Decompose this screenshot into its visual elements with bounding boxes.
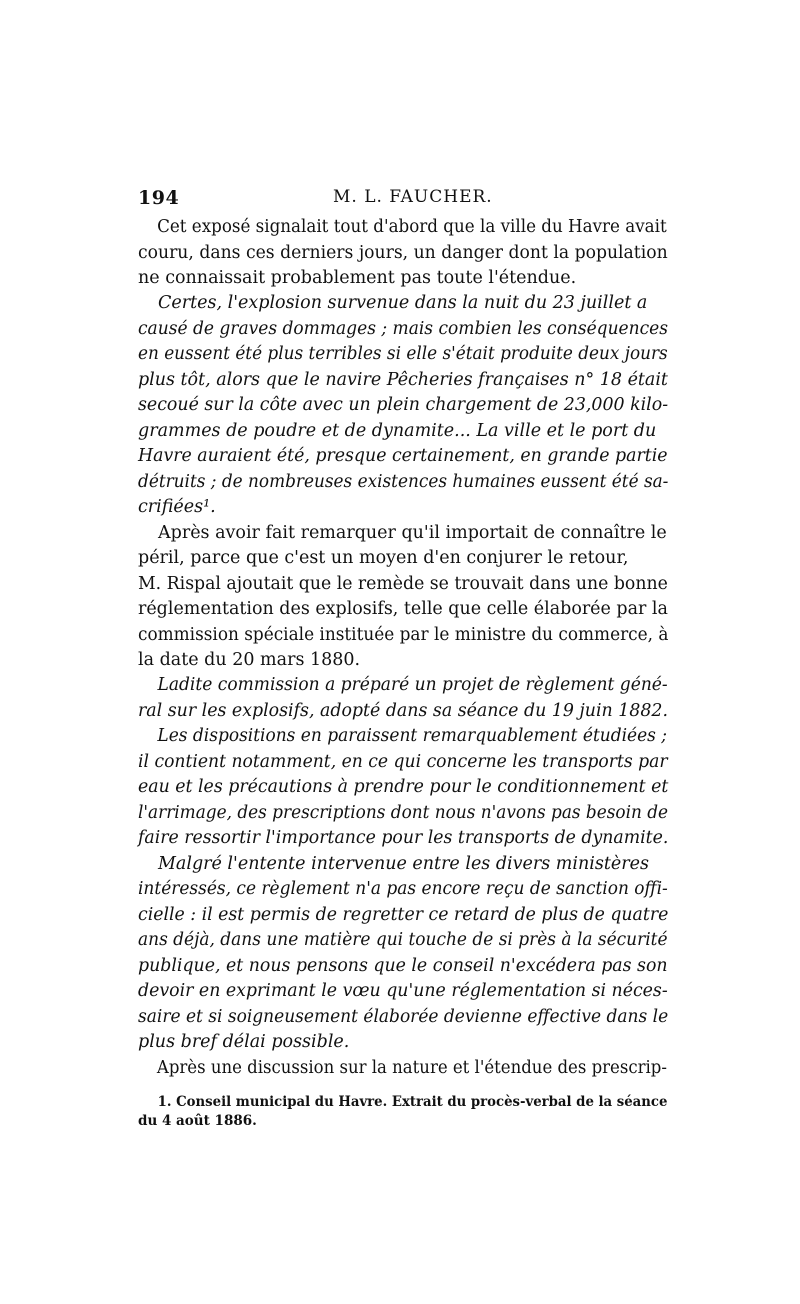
footnote-line: du 4 août 1886. — [138, 1113, 257, 1129]
text-line: saire et si soigneusement élaborée devienne effective dans le — [138, 1007, 669, 1027]
text-line: Malgré l'entente intervenue entre les divers ministères — [158, 854, 649, 874]
text-line: réglementation des explosifs, telle que celle élaborée par la — [138, 599, 668, 619]
text-line: la date du 20 mars 1880. — [138, 650, 361, 670]
text-line: publique, et nous pensons que le conseil n'excédera pas son — [138, 956, 668, 976]
text-line: crifiées¹. — [138, 497, 216, 517]
text-line: ans déjà, dans une matière qui touche de si près à la sécurité — [138, 930, 668, 950]
text-line: M. Rispal ajoutait que le remède se trouvait dans une bonne — [138, 574, 668, 594]
text-line: l'arrimage, des prescriptions dont nous n'avons pas besoin de — [138, 803, 669, 823]
text-line: faire ressortir l'importance pour les transports de dynamite. — [138, 828, 669, 848]
text-line: intéressés, ce règlement n'a pas encore reçu de sanction offi- — [138, 879, 668, 899]
text-line: Les dispositions en paraissent remarquablement étudiées ; — [157, 726, 668, 746]
text-line: couru, dans ces derniers jours, un danger dont la population — [138, 243, 668, 263]
text-line: plus tôt, alors que le navire Pêcheries françaises n° 18 était — [138, 370, 668, 390]
text-line: il contient notamment, en ce qui concerne les transports par — [138, 752, 668, 772]
text-line: secoué sur la côte avec un plein chargement de 23,000 kilo- — [138, 395, 669, 415]
text-line: causé de graves dommages ; mais combien les conséquences — [138, 319, 669, 339]
text-line: détruits ; de nombreuses existences humaines eussent été sa- — [138, 472, 669, 492]
text-line: ne connaissait probablement pas toute l'étendue. — [138, 268, 577, 288]
text-line: ral sur les explosifs, adopté dans sa séance du 19 juin 1882. — [138, 701, 668, 721]
text-line: Havre auraient été, presque certainement, en grande partie — [138, 446, 668, 466]
text-line: grammes de poudre et de dynamite... La ville et le port du — [138, 421, 657, 441]
text-line: commission spéciale instituée par le ministre du commerce, à — [138, 625, 669, 645]
text-line: Après une discussion sur la nature et l'étendue des prescrip- — [156, 1058, 667, 1078]
page-number: 194 — [138, 187, 180, 209]
text-line: cielle : il est permis de regretter ce retard de plus de quatre — [138, 905, 669, 925]
text-line: eau et les précautions à prendre pour le conditionnement et — [138, 777, 669, 797]
text-line: en eussent été plus terribles si elle s'était produite deux jours — [138, 344, 668, 364]
text-line: devoir en exprimant le vœu qu'une réglementation si néces- — [138, 981, 668, 1001]
text-line: Après avoir fait remarquer qu'il importait de connaître le — [158, 523, 667, 543]
running-head: M. L. FAUCHER. — [333, 187, 493, 207]
text-line: Cet exposé signalait tout d'abord que la ville du Havre avait — [157, 217, 667, 237]
text-line: péril, parce que c'est un moyen d'en conjurer le retour, — [138, 548, 629, 568]
text-line: plus bref délai possible. — [138, 1032, 350, 1052]
text-line: Ladite commission a préparé un projet de règlement géné- — [157, 675, 668, 695]
page-header — [138, 187, 668, 211]
text-line: Certes, l'explosion survenue dans la nuit du 23 juillet a — [158, 293, 648, 313]
footnote-line: 1. Conseil municipal du Havre. Extrait du procès-verbal de la séance — [157, 1094, 668, 1110]
